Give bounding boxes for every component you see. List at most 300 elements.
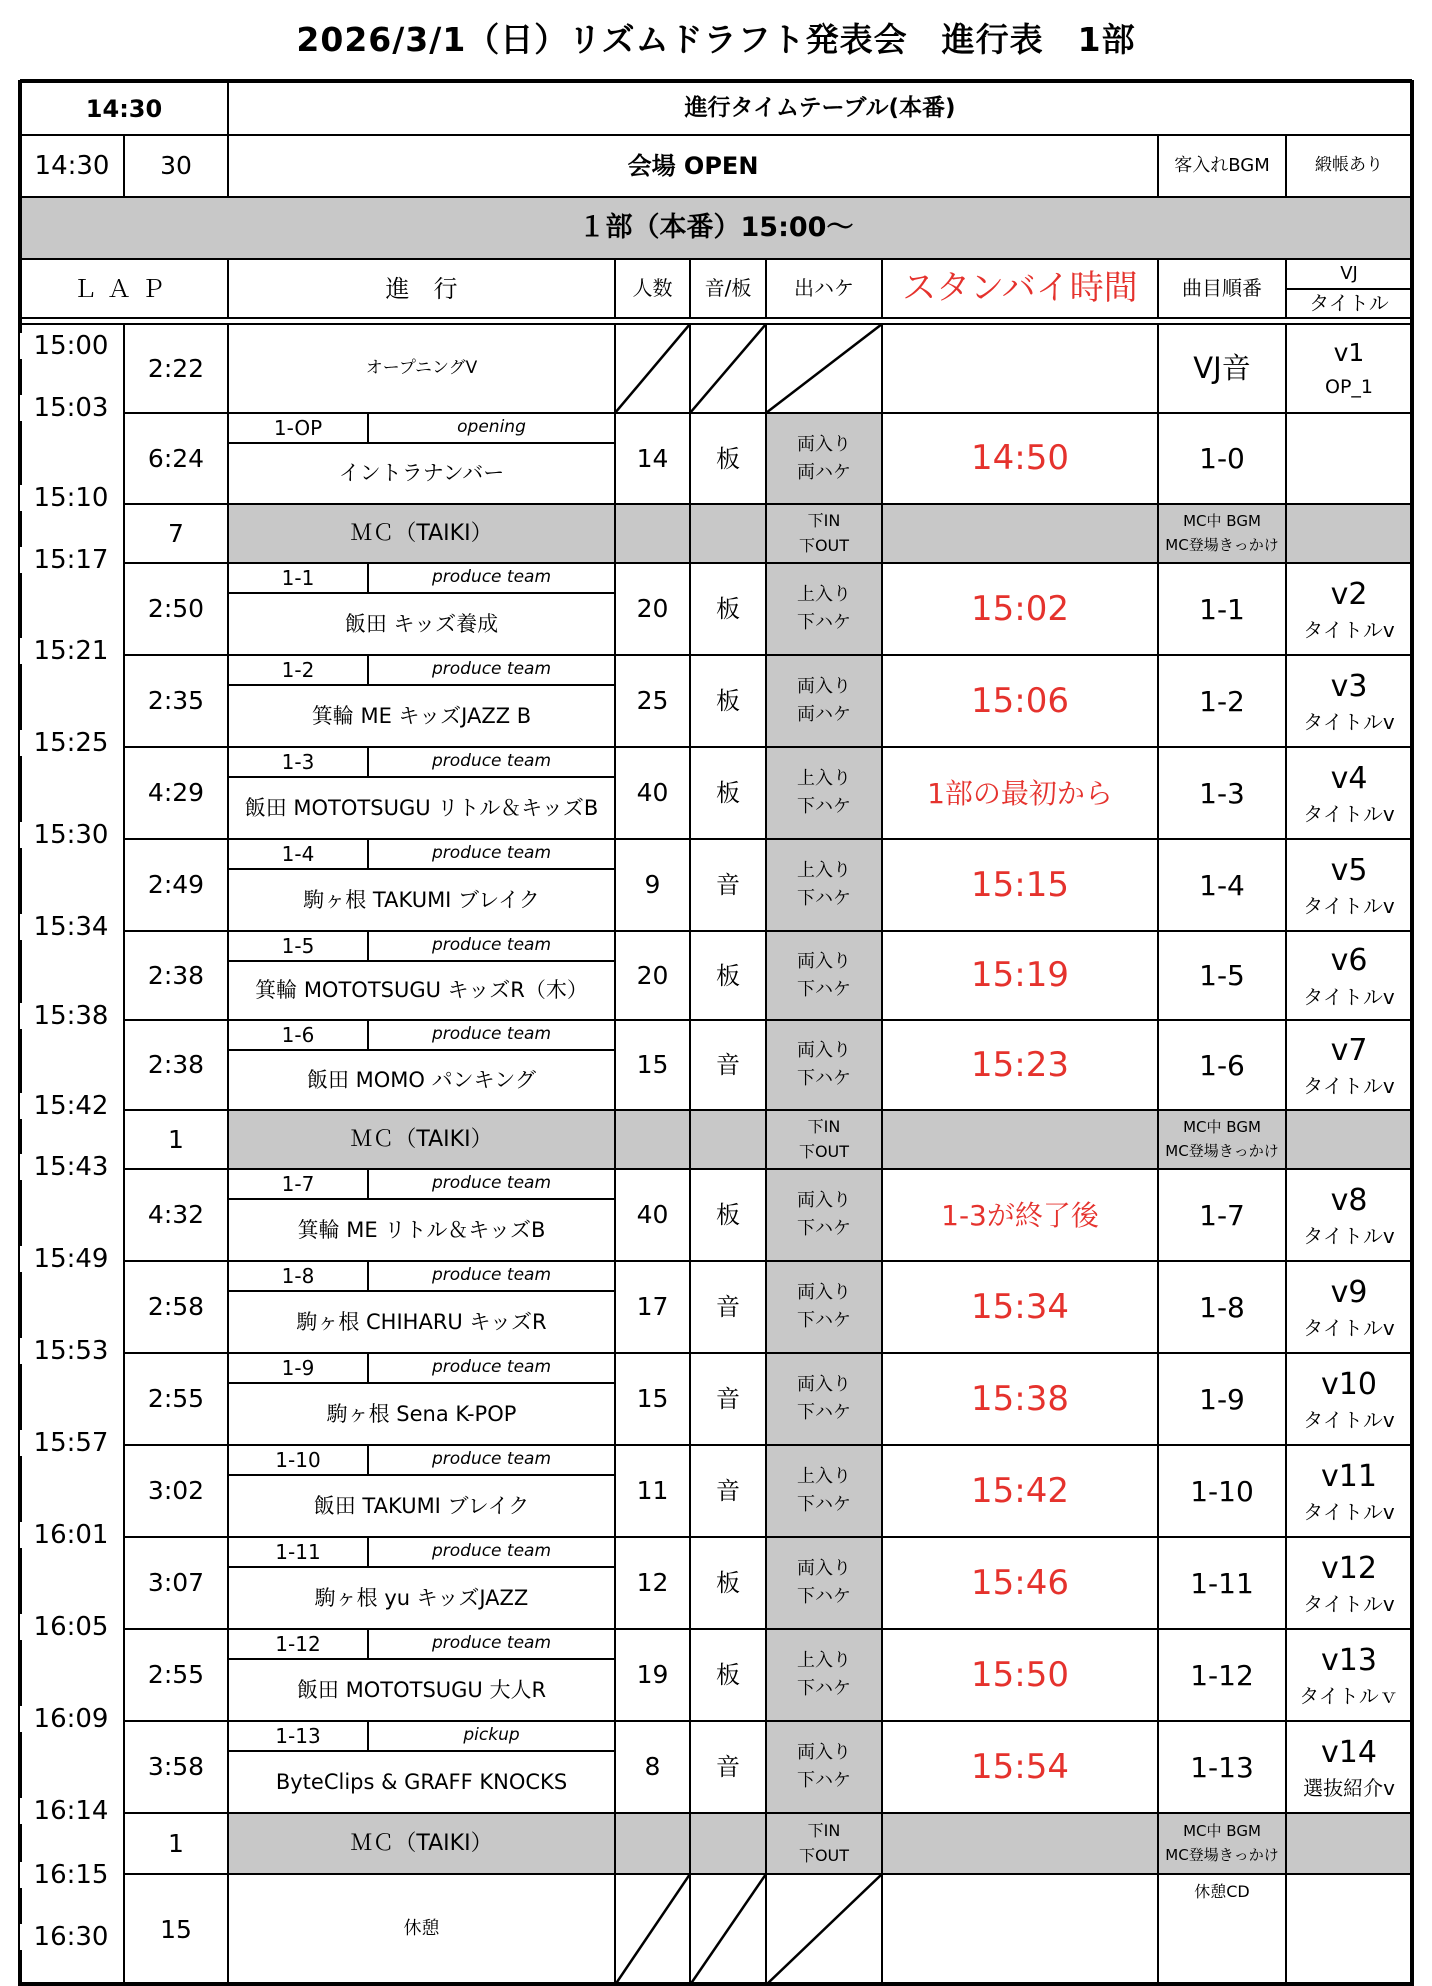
row-name: ByteClips & GRAFF KNOCKS (275, 1769, 568, 1794)
row-vj (1286, 324, 1412, 413)
row-entry (766, 1020, 882, 1110)
col-order: 曲目順番 (1182, 276, 1262, 300)
row-entry (766, 1169, 882, 1261)
row-vj-bottom: タイトルv (1303, 802, 1395, 827)
row-entry-bottom: 下ハケ (797, 1310, 851, 1331)
row-people: 14 (636, 443, 669, 473)
row-vj-top: v6 (1330, 943, 1368, 979)
grid-line (367, 1020, 369, 1050)
row-sound: 音 (716, 1385, 740, 1413)
grid-line (367, 655, 369, 685)
row-lap: 4:32 (147, 1200, 205, 1230)
timeline-time: 15:25 (20, 730, 122, 756)
mc-entry-bottom: 下OUT (798, 1845, 850, 1865)
grid-line (1157, 259, 1159, 318)
row-name: 駒ヶ根 Sena K-POP (326, 1401, 517, 1426)
row-lap: 15 (160, 1914, 192, 1944)
row-entry-bottom: 下ハケ (797, 796, 851, 817)
mc-cue-top: MC中 BGM (1183, 512, 1261, 531)
mc-name: ＭＣ（TAIKI） (350, 1830, 493, 1856)
row-tag: opening (457, 417, 526, 438)
grid-line (765, 324, 767, 1985)
row-people: 40 (636, 1200, 669, 1230)
grid-line (1410, 80, 1414, 1986)
grid-line (228, 776, 615, 778)
row-tag: produce team (431, 1357, 552, 1378)
row-number: 1-2 (281, 657, 315, 682)
row-lap: 6:24 (147, 443, 205, 473)
timeline-time: 15:10 (20, 485, 122, 511)
row-vj-top: v13 (1321, 1642, 1377, 1678)
row-entry-top: 両入り (797, 676, 851, 698)
open-bgm: 客入れBGM (1174, 154, 1270, 176)
row-entry-bottom: 下ハケ (797, 1402, 851, 1423)
grid-line (228, 1566, 615, 1568)
row-people: 12 (636, 1568, 669, 1598)
grid-line (20, 1982, 1412, 1986)
grid-line (124, 654, 1412, 656)
grid-line (1285, 324, 1287, 1985)
row-entry-top: 両入り (797, 433, 851, 455)
row-entry-bottom: 下ハケ (797, 1678, 851, 1699)
row-vj-bottom: OP_1 (1324, 376, 1373, 399)
mc-cue (1158, 1110, 1286, 1169)
row-tag: produce team (431, 1173, 552, 1194)
row-tag: produce team (431, 935, 552, 956)
row-vj (1286, 1721, 1412, 1813)
row-vj-bottom: タイトルv (1303, 984, 1395, 1009)
grid-line (228, 1198, 615, 1200)
row-name: 箕輪 ME リトル＆キッズB (297, 1217, 546, 1242)
row-standby: 15:02 (971, 588, 1069, 629)
grid-line (124, 838, 1412, 840)
row-vj-bottom: 選抜紹介v (1303, 1776, 1395, 1801)
row-lap: 4:29 (147, 778, 205, 808)
grid-line (227, 82, 229, 197)
row-standby: 15:50 (971, 1654, 1069, 1695)
row-entry (766, 1261, 882, 1353)
row-name: 飯田 MOTOTSUGU 大人R (296, 1677, 547, 1702)
row-lap: 1 (168, 1124, 184, 1154)
row-lap: 2:35 (147, 686, 205, 716)
diagonal-slash (690, 324, 766, 413)
row-vj-top: v3 (1330, 668, 1368, 704)
grid-line (227, 259, 229, 318)
row-sound: 板 (716, 595, 740, 623)
grid-line (228, 1658, 615, 1660)
row-vj (1286, 1020, 1412, 1110)
row-order: 1-2 (1199, 684, 1245, 718)
grid-line (1157, 135, 1159, 197)
grid-line (881, 324, 883, 1985)
row-name: 駒ヶ根 TAKUMI ブレイク (303, 887, 540, 912)
row-order: 1-3 (1199, 776, 1245, 810)
timeline-time: 15:34 (20, 914, 122, 940)
grid-line (124, 562, 1412, 564)
mc-entry-top: 下IN (807, 510, 841, 530)
row-standby: 15:42 (971, 1470, 1069, 1511)
row-lap: 3:02 (147, 1476, 205, 1506)
grid-line (124, 1352, 1412, 1354)
row-vj (1286, 1169, 1412, 1261)
diagonal-slash (615, 1874, 690, 1985)
row-tag: produce team (431, 659, 552, 680)
row-order: 1-11 (1190, 1566, 1254, 1600)
grid-line (1285, 135, 1287, 197)
row-standby: 14:50 (971, 438, 1069, 479)
row-people: 15 (636, 1384, 669, 1414)
row-number: 1-12 (275, 1631, 321, 1656)
row-entry-bottom: 下ハケ (797, 1586, 851, 1607)
grid-line (367, 1721, 369, 1751)
row-lap: 7 (168, 518, 184, 548)
grid-line (18, 80, 22, 1986)
row-number: 1-13 (275, 1723, 321, 1748)
row-number: 1-9 (281, 1355, 315, 1380)
mc-cue-top: MC中 BGM (1183, 1822, 1261, 1841)
row-order: 1-8 (1199, 1290, 1245, 1324)
row-lap: 2:22 (147, 353, 205, 383)
row-entry-bottom: 下ハケ (797, 1494, 851, 1515)
timeline-time: 16:30 (20, 1924, 122, 1950)
row-sound: 音 (716, 1753, 740, 1781)
grid-line (228, 960, 615, 962)
row-entry-top: 両入り (797, 1190, 851, 1212)
row-vj (1286, 931, 1412, 1020)
col-vj: VJ (1340, 262, 1358, 284)
open-curtain: 緞帳あり (1315, 155, 1383, 176)
timeline-time: 15:42 (20, 1093, 122, 1119)
row-people: 20 (636, 594, 669, 624)
row-number: 1-11 (275, 1539, 321, 1564)
row-standby: 1部の最初から (927, 776, 1113, 810)
row-order: 1-13 (1190, 1750, 1254, 1784)
row-sound: 音 (716, 871, 740, 899)
row-vj-bottom: タイトルv (1303, 1224, 1395, 1249)
col-entry: 出ハケ (794, 276, 854, 300)
row-name: 飯田 TAKUMI ブレイク (313, 1493, 530, 1518)
row-standby: 15:34 (971, 1286, 1069, 1327)
row-vj (1286, 1537, 1412, 1629)
grid-line (765, 259, 767, 318)
row-order: 1-1 (1199, 592, 1245, 626)
timeline-time: 15:21 (20, 638, 122, 664)
row-vj-top: v8 (1330, 1182, 1368, 1218)
timeline-time: 16:05 (20, 1614, 122, 1640)
row-entry (766, 1721, 882, 1813)
row-vj-top: v10 (1321, 1366, 1377, 1402)
timeline-time: 16:14 (20, 1798, 122, 1824)
row-order: 1-10 (1190, 1474, 1254, 1508)
row-number: 1-6 (281, 1022, 315, 1047)
row-entry-top: 両入り (797, 1282, 851, 1304)
row-tag: produce team (431, 751, 552, 772)
row-tag: produce team (431, 1449, 552, 1470)
grid-line (689, 259, 691, 318)
row-entry (766, 655, 882, 747)
grid-line (124, 1536, 1412, 1538)
diagonal-slash (615, 324, 690, 413)
row-sound: 板 (716, 1661, 740, 1689)
row-entry-bottom: 下ハケ (797, 1770, 851, 1791)
row-entry-bottom: 下ハケ (797, 612, 851, 633)
row-entry (766, 1537, 882, 1629)
grid-line (367, 1169, 369, 1199)
col-lap: ＬＡＰ (73, 274, 175, 303)
grid-line (881, 259, 883, 318)
row-vj (1286, 563, 1412, 655)
row-tag: produce team (431, 843, 552, 864)
row-sound: 板 (716, 961, 740, 990)
row-number: 1-OP (273, 415, 323, 440)
col-progress: 進 行 (385, 274, 458, 303)
row-vj-top: v12 (1321, 1550, 1377, 1586)
row-tag: produce team (431, 1024, 552, 1045)
mc-cue (1158, 504, 1286, 563)
row-sound: 板 (716, 1201, 740, 1229)
row-people: 19 (636, 1660, 669, 1690)
row-entry-bottom: 下ハケ (797, 978, 851, 1000)
mc-entry-bottom: 下OUT (798, 535, 850, 555)
row-lap: 2:55 (147, 1660, 205, 1690)
row-order: VJ音 (1193, 351, 1251, 386)
row-number: 1-5 (281, 933, 315, 958)
row-name: 箕輪 ME キッズJAZZ B (311, 703, 532, 728)
row-entry (766, 931, 882, 1020)
row-order: 1-12 (1190, 1658, 1254, 1692)
row-tag: produce team (431, 1633, 552, 1654)
timeline-time: 16:01 (20, 1522, 122, 1548)
row-name: 駒ヶ根 yu キッズJAZZ (314, 1585, 529, 1610)
row-entry-top: 両入り (797, 1374, 851, 1396)
row-vj-top: v14 (1321, 1734, 1377, 1770)
row-people: 8 (644, 1752, 661, 1782)
timeline-time: 15:38 (20, 1003, 122, 1029)
timeline-time: 15:49 (20, 1246, 122, 1272)
timeline-time: 15:30 (20, 822, 122, 848)
row-vj-top: v7 (1330, 1032, 1368, 1068)
row-vj (1286, 1445, 1412, 1537)
row-order: 1-6 (1199, 1048, 1245, 1082)
row-vj-top: v4 (1330, 760, 1368, 796)
row-entry-top: 上入り (797, 584, 851, 606)
row-vj-top: v9 (1330, 1274, 1368, 1310)
row-tag: pickup (463, 1725, 520, 1746)
grid-line (367, 747, 369, 777)
row-entry (766, 1629, 882, 1721)
mc-entry (766, 504, 882, 563)
row-vj-bottom: タイトルv (1303, 894, 1395, 919)
mc-cue (1158, 1813, 1286, 1874)
row-name: イントラナンバー (338, 461, 505, 486)
row-vj (1286, 747, 1412, 839)
row-number: 1-10 (275, 1447, 321, 1472)
grid-line (124, 1019, 1412, 1021)
mc-cue-bottom: MC登場きっかけ (1165, 1845, 1279, 1864)
grid-line (367, 1445, 369, 1475)
row-people: 20 (636, 960, 669, 990)
grid-line (124, 1444, 1412, 1446)
row-sound: 音 (716, 1293, 740, 1321)
open-label: 会場 OPEN (627, 152, 759, 180)
mc-entry (766, 1110, 882, 1169)
row-lap: 2:49 (147, 870, 205, 900)
grid-line (614, 324, 616, 1985)
row-sound: 板 (716, 1569, 740, 1597)
col-standby: スタンバイ時間 (902, 268, 1138, 309)
row-order: 1-9 (1199, 1382, 1245, 1416)
grid-line (228, 592, 615, 594)
timeline-time: 15:53 (20, 1338, 122, 1364)
row-entry-top: 両入り (797, 950, 851, 972)
section-title: １部（本番）15:00〜 (578, 212, 854, 244)
row-number: 1-4 (281, 841, 315, 866)
row-entry-bottom: 下ハケ (797, 1218, 851, 1239)
row-number: 1-8 (281, 1263, 315, 1288)
row-entry-bottom: 両ハケ (797, 461, 851, 483)
row-vj-bottom: タイトルv (1303, 1408, 1395, 1433)
mc-cue-top: MC中 BGM (1183, 1118, 1261, 1137)
timeline-time: 15:43 (20, 1154, 122, 1180)
grid-line (367, 563, 369, 593)
grid-line (689, 324, 691, 1985)
row-entry-top: 両入り (797, 1040, 851, 1062)
row-sound: 板 (716, 687, 740, 715)
row-lap: 2:55 (147, 1384, 205, 1414)
row-entry-top: 上入り (797, 1650, 851, 1672)
row-name: 箕輪 MOTOTSUGU キッズR（木） (255, 978, 588, 1003)
row-name: 飯田 MOMO パンキング (306, 1067, 537, 1092)
grid-line (367, 1353, 369, 1383)
row-number: 1-3 (281, 749, 315, 774)
grid-line (367, 1629, 369, 1659)
row-entry (766, 839, 882, 931)
row-vj-bottom: タイトルv (1303, 618, 1395, 643)
row-order: 1-7 (1199, 1198, 1245, 1232)
grid-line (124, 1168, 1412, 1170)
row-people: 15 (636, 1050, 669, 1080)
row-order: 1-0 (1199, 442, 1245, 475)
row-vj (1286, 839, 1412, 931)
row-order: 1-4 (1199, 868, 1245, 902)
grid-line (227, 324, 229, 1985)
row-entry-top: 上入り (797, 860, 851, 882)
row-lap: 2:38 (147, 960, 205, 990)
row-tag: produce team (431, 1265, 552, 1286)
grid-line (124, 930, 1412, 932)
col-sound: 音/板 (704, 276, 752, 300)
grid-line (124, 1812, 1412, 1814)
row-tag: produce team (431, 1541, 552, 1562)
row-people: 17 (636, 1292, 669, 1322)
row-entry (766, 1353, 882, 1445)
diagonal-slash (690, 1874, 766, 1985)
row-name: 飯田 MOTOTSUGU リトル＆キッズB (244, 795, 599, 820)
row-vj-bottom: タイトルv (1303, 1316, 1395, 1341)
grid-line (124, 412, 1412, 414)
table-title: 進行タイムテーブル(本番) (684, 95, 956, 122)
open-lap: 30 (160, 151, 192, 181)
grid-line (124, 1109, 1412, 1111)
open-time: 14:30 (34, 150, 110, 181)
row-standby: 15:19 (971, 955, 1069, 996)
row-name: 飯田 キッズ養成 (344, 611, 499, 636)
row-entry (766, 747, 882, 839)
row-vj-bottom: タイトルｖ (1299, 1684, 1399, 1709)
row-vj-top: v11 (1321, 1458, 1377, 1494)
row-entry-bottom: 両ハケ (797, 704, 851, 725)
row-lap: 3:58 (147, 1752, 205, 1782)
row-vj (1286, 1353, 1412, 1445)
grid-line (228, 1049, 615, 1051)
row-standby: 15:06 (971, 680, 1069, 721)
grid-line (124, 746, 1412, 748)
mc-name: ＭＣ（TAIKI） (350, 1126, 493, 1152)
timeline-time: 16:15 (20, 1862, 122, 1888)
row-entry-top: 両入り (797, 1558, 851, 1580)
timeline-time: 15:57 (20, 1430, 122, 1456)
diagonal-slash (766, 1874, 882, 1985)
grid-line (20, 79, 1412, 83)
timeline-time: 15:03 (20, 395, 122, 421)
grid-line (1157, 324, 1159, 1985)
row-order: 1-5 (1199, 959, 1245, 992)
grid-line (228, 1382, 615, 1384)
row-sound: 板 (716, 779, 740, 807)
grid-line (367, 931, 369, 961)
row-entry (766, 1445, 882, 1537)
row-name: 駒ヶ根 CHIHARU キッズR (296, 1309, 547, 1334)
row-lap: 3:07 (147, 1568, 205, 1598)
row-name: オープニングV (365, 357, 478, 378)
grid-line (123, 135, 125, 197)
grid-line (367, 839, 369, 869)
row-vj-top: v5 (1330, 852, 1368, 888)
row-sound: 板 (716, 444, 740, 473)
grid-line (228, 868, 615, 870)
row-tag: produce team (431, 567, 552, 588)
grid-line (614, 259, 616, 318)
diagonal-slash (766, 324, 882, 413)
row-entry-bottom: 下ハケ (797, 888, 851, 909)
row-people: 40 (636, 778, 669, 808)
row-people: 9 (644, 870, 661, 900)
mc-entry (766, 1813, 882, 1874)
mc-entry-top: 下IN (807, 1116, 841, 1136)
mc-name: ＭＣ（TAIKI） (350, 520, 493, 546)
header-time: 14:30 (85, 94, 163, 123)
grid-line (123, 324, 125, 1985)
row-standby: 15:15 (971, 864, 1069, 905)
mc-cue-bottom: MC登場きっかけ (1165, 535, 1279, 554)
row-standby: 1-3が終了後 (941, 1198, 1099, 1232)
grid-line (228, 442, 615, 444)
row-standby: 15:54 (971, 1746, 1069, 1787)
break-name: 休憩 (403, 1918, 440, 1940)
row-vj-bottom: タイトルv (1303, 1592, 1395, 1617)
row-lap: 1 (168, 1828, 184, 1858)
mc-entry-top: 下IN (807, 1820, 841, 1840)
row-vj-bottom: タイトルv (1303, 1074, 1395, 1099)
row-sound: 音 (716, 1477, 740, 1505)
row-lap: 2:58 (147, 1292, 205, 1322)
row-vj (1286, 1261, 1412, 1353)
grid-line (124, 503, 1412, 505)
row-vj-bottom: タイトルv (1303, 1500, 1395, 1525)
col-vj-title: タイトル (1309, 291, 1389, 315)
grid-line (367, 1261, 369, 1291)
row-lap: 2:38 (147, 1050, 205, 1080)
